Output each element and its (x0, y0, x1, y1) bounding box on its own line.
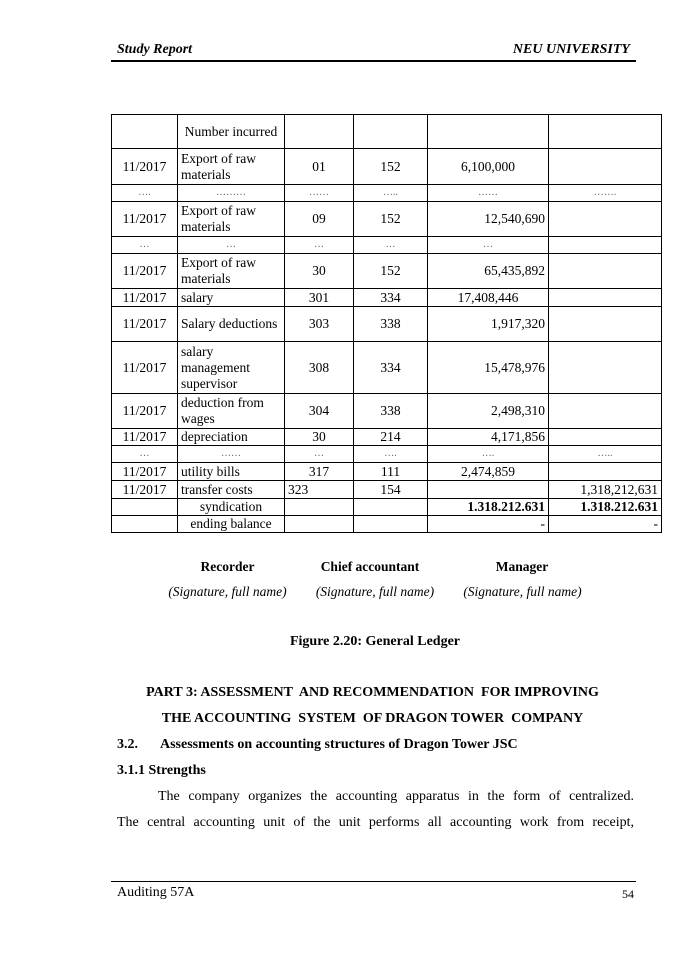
date-cell: 11/2017 (112, 202, 178, 237)
debit-cell: 2,498,310 (428, 394, 549, 429)
credit-cell: ….. (549, 446, 662, 463)
description-cell: salary (178, 289, 285, 307)
date-cell: …. (112, 185, 178, 202)
description-cell: depreciation (178, 429, 285, 446)
table-row (112, 342, 662, 394)
credit-cell (549, 307, 662, 342)
table-row (112, 149, 662, 185)
voucher-cell: 303 (285, 307, 354, 342)
header-left: Study Report (117, 42, 193, 57)
header-right: NEU UNIVERSITY (512, 42, 630, 57)
account-cell: 338 (354, 307, 428, 342)
signature-note: (Signature, full name) (168, 584, 287, 599)
voucher-cell: 30 (285, 429, 354, 446)
date-cell: 11/2017 (112, 307, 178, 342)
credit-cell (549, 237, 662, 254)
description-cell: utility bills (178, 463, 285, 481)
account-cell: …. (354, 446, 428, 463)
description-cell: … (178, 237, 285, 254)
paragraph-line: The company organizes the accounting apparatus in the form of centralized. (158, 789, 634, 804)
voucher-cell: 308 (285, 342, 354, 394)
general-ledger-table (111, 114, 662, 533)
voucher-cell: 30 (285, 254, 354, 289)
debit-cell: 15,478,976 (428, 342, 549, 394)
debit-cell: …… (428, 185, 549, 202)
table-row (112, 481, 662, 499)
credit-cell (549, 289, 662, 307)
date-cell: 11/2017 (112, 429, 178, 446)
header-cell: Number incurred (178, 115, 285, 149)
figure-caption: Figure 2.20: General Ledger (289, 634, 461, 649)
description-cell: ……… (178, 185, 285, 202)
description-cell: salary management supervisor (178, 342, 285, 394)
voucher-cell: 317 (285, 463, 354, 481)
description-cell: Salary deductions (178, 307, 285, 342)
account-cell: 152 (354, 202, 428, 237)
account-cell: ….. (354, 185, 428, 202)
voucher-cell: … (285, 237, 354, 254)
voucher-cell: 304 (285, 394, 354, 429)
voucher-cell: 301 (285, 289, 354, 307)
subsection-title: 3.1.1 Strengths (117, 763, 206, 778)
account-cell: 111 (354, 463, 428, 481)
credit-cell (549, 149, 662, 185)
credit-total: 1.318.212.631 (549, 499, 662, 516)
table-row (112, 429, 662, 446)
account-cell: 334 (354, 289, 428, 307)
account-cell: … (354, 237, 428, 254)
date-cell: … (112, 446, 178, 463)
page-number: 54 (622, 887, 634, 901)
table-row (112, 237, 662, 254)
account-cell: 152 (354, 254, 428, 289)
account-cell: 152 (354, 149, 428, 185)
signature-note: (Signature, full name) (463, 584, 582, 599)
description-cell: transfer costs (178, 481, 285, 499)
footer-left: Auditing 57A (117, 885, 195, 900)
paragraph-line: The central accounting unit of the unit performs all accounting work from receipt, (117, 815, 634, 830)
part-title-line1: PART 3: ASSESSMENT AND RECOMMENDATION FOR IMPROVING (146, 685, 599, 700)
table-row (112, 394, 662, 429)
table-row (112, 202, 662, 237)
syndication-row (112, 499, 662, 516)
date-cell: 11/2017 (112, 481, 178, 499)
description-cell: Export of raw materials (178, 149, 285, 185)
credit-cell (549, 463, 662, 481)
table-row (112, 254, 662, 289)
description-cell: …… (178, 446, 285, 463)
section-title: Assessments on accounting structures of Dragon Tower JSC (160, 737, 518, 752)
table-row (112, 185, 662, 202)
account-cell: 214 (354, 429, 428, 446)
signature-note: (Signature, full name) (315, 584, 435, 599)
description-cell: deduction from wages (178, 394, 285, 429)
date-cell: 11/2017 (112, 149, 178, 185)
table-row (112, 289, 662, 307)
table-row (112, 307, 662, 342)
part-title-line2: THE ACCOUNTING SYSTEM OF DRAGON TOWER COMPANY (161, 711, 584, 726)
debit-cell: …. (428, 446, 549, 463)
account-cell: 334 (354, 342, 428, 394)
credit-cell (549, 254, 662, 289)
description-cell: Export of raw materials (178, 254, 285, 289)
ending-balance-row (112, 516, 662, 533)
credit-cell (549, 342, 662, 394)
credit-cell: ……. (549, 185, 662, 202)
signature-role: Manager (495, 559, 549, 574)
credit-cell (549, 429, 662, 446)
debit-cell: 65,435,892 (428, 254, 549, 289)
debit-cell: … (428, 237, 549, 254)
header-rule (111, 60, 636, 62)
debit-cell: 6,100,000 (428, 149, 549, 185)
account-cell: 154 (354, 481, 428, 499)
date-cell: 11/2017 (112, 394, 178, 429)
description-cell: Export of raw materials (178, 202, 285, 237)
section-number: 3.2. (117, 737, 138, 752)
signature-role: Chief accountant (320, 559, 420, 574)
debit-total: - (428, 516, 549, 533)
voucher-cell: …… (285, 185, 354, 202)
debit-cell: 1,917,320 (428, 307, 549, 342)
credit-total: - (549, 516, 662, 533)
date-cell: 11/2017 (112, 254, 178, 289)
table-row (112, 446, 662, 463)
credit-cell (549, 202, 662, 237)
table-header-row (112, 115, 662, 149)
date-cell: … (112, 237, 178, 254)
table-row (112, 463, 662, 481)
syndication-row-label: syndication (178, 499, 285, 516)
date-cell: 11/2017 (112, 463, 178, 481)
debit-cell: 12,540,690 (428, 202, 549, 237)
voucher-cell: 323 (285, 481, 354, 499)
debit-total: 1.318.212.631 (428, 499, 549, 516)
credit-cell (549, 394, 662, 429)
voucher-cell: … (285, 446, 354, 463)
account-cell: 338 (354, 394, 428, 429)
debit-cell (428, 481, 549, 499)
debit-cell: 2,474,859 (428, 463, 549, 481)
date-cell: 11/2017 (112, 289, 178, 307)
date-cell: 11/2017 (112, 342, 178, 394)
footer-rule (111, 881, 636, 882)
voucher-cell: 01 (285, 149, 354, 185)
signature-role: Recorder (200, 559, 255, 574)
credit-cell: 1,318,212,631 (549, 481, 662, 499)
debit-cell: 17,408,446 (428, 289, 549, 307)
voucher-cell: 09 (285, 202, 354, 237)
ending-balance-row-label: ending balance (178, 516, 285, 533)
debit-cell: 4,171,856 (428, 429, 549, 446)
